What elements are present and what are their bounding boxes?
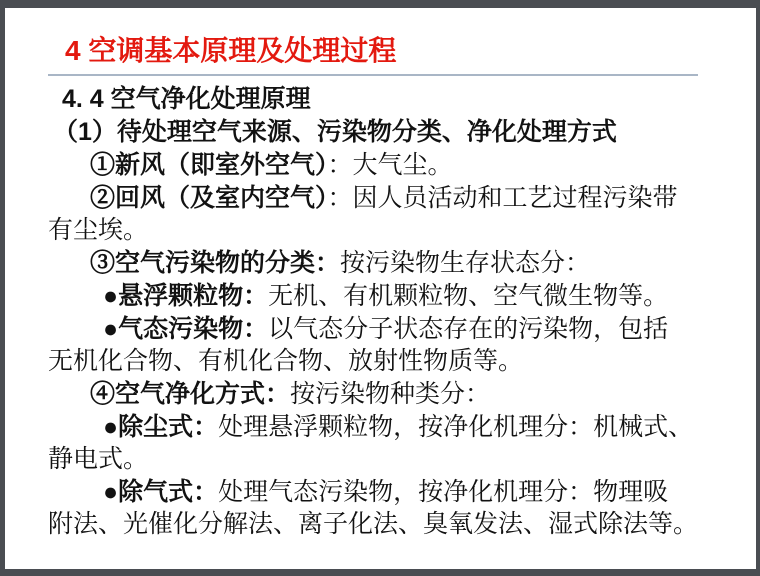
text-segment: 以气态分子状态存在的污染物，包括 [268,316,669,343]
text-line [48,346,751,378]
text-segment: ●除尘式： [103,413,219,441]
text-line [48,116,751,149]
slide-title: 4 空调基本原理及处理过程 [65,35,397,66]
text-segment: ③空气污染物的分类： [90,249,341,277]
text-segment: ●气态污染物： [103,315,269,343]
text-line [48,313,751,346]
text-segment: 无机化合物、有机化合物、放射性物质等。 [48,348,524,375]
text-line [48,149,751,182]
text-segment: ④空气净化方式： [90,380,291,408]
title-divider [48,74,698,76]
text-line [48,215,751,247]
text-segment: ②回风（及室内空气） [90,184,328,212]
text-line [48,83,751,116]
text-line [48,182,751,215]
text-segment: 静电式。 [48,446,149,473]
text-line [48,444,751,476]
text-segment: 按污染物种类分： [290,381,491,408]
text-segment: 处理气态污染物，按净化机理分：物理吸 [218,479,669,506]
text-segment: 有尘埃。 [48,217,149,244]
text-line [48,509,751,541]
text-segment: ①新风（即室外空气） [90,151,328,179]
text-line [48,280,751,313]
text-segment: ：大气尘。 [327,152,453,179]
text-line [48,411,751,444]
text-segment: 附法、光催化分解法、离子化法、臭氧发法、湿式除法等。 [48,511,699,538]
text-line [48,378,751,411]
text-segment: 无机、有机颗粒物、空气微生物等。 [268,283,669,310]
text-line [48,476,751,509]
text-line [48,247,751,280]
slide-body [48,83,751,541]
text-segment: ●除气式： [103,478,219,506]
text-segment: 处理悬浮颗粒物，按净化机理分：机械式、 [218,414,694,441]
text-segment: ●悬浮颗粒物： [103,282,269,310]
text-segment: （1）待处理空气来源、污染物分类、净化处理方式 [53,118,617,146]
text-segment: 4. 4 空气净化处理原理 [62,85,311,113]
slide [5,8,756,569]
text-segment: ：因人员活动和工艺过程污染带 [327,185,678,212]
text-segment: 按污染物生存状态分： [340,250,591,277]
